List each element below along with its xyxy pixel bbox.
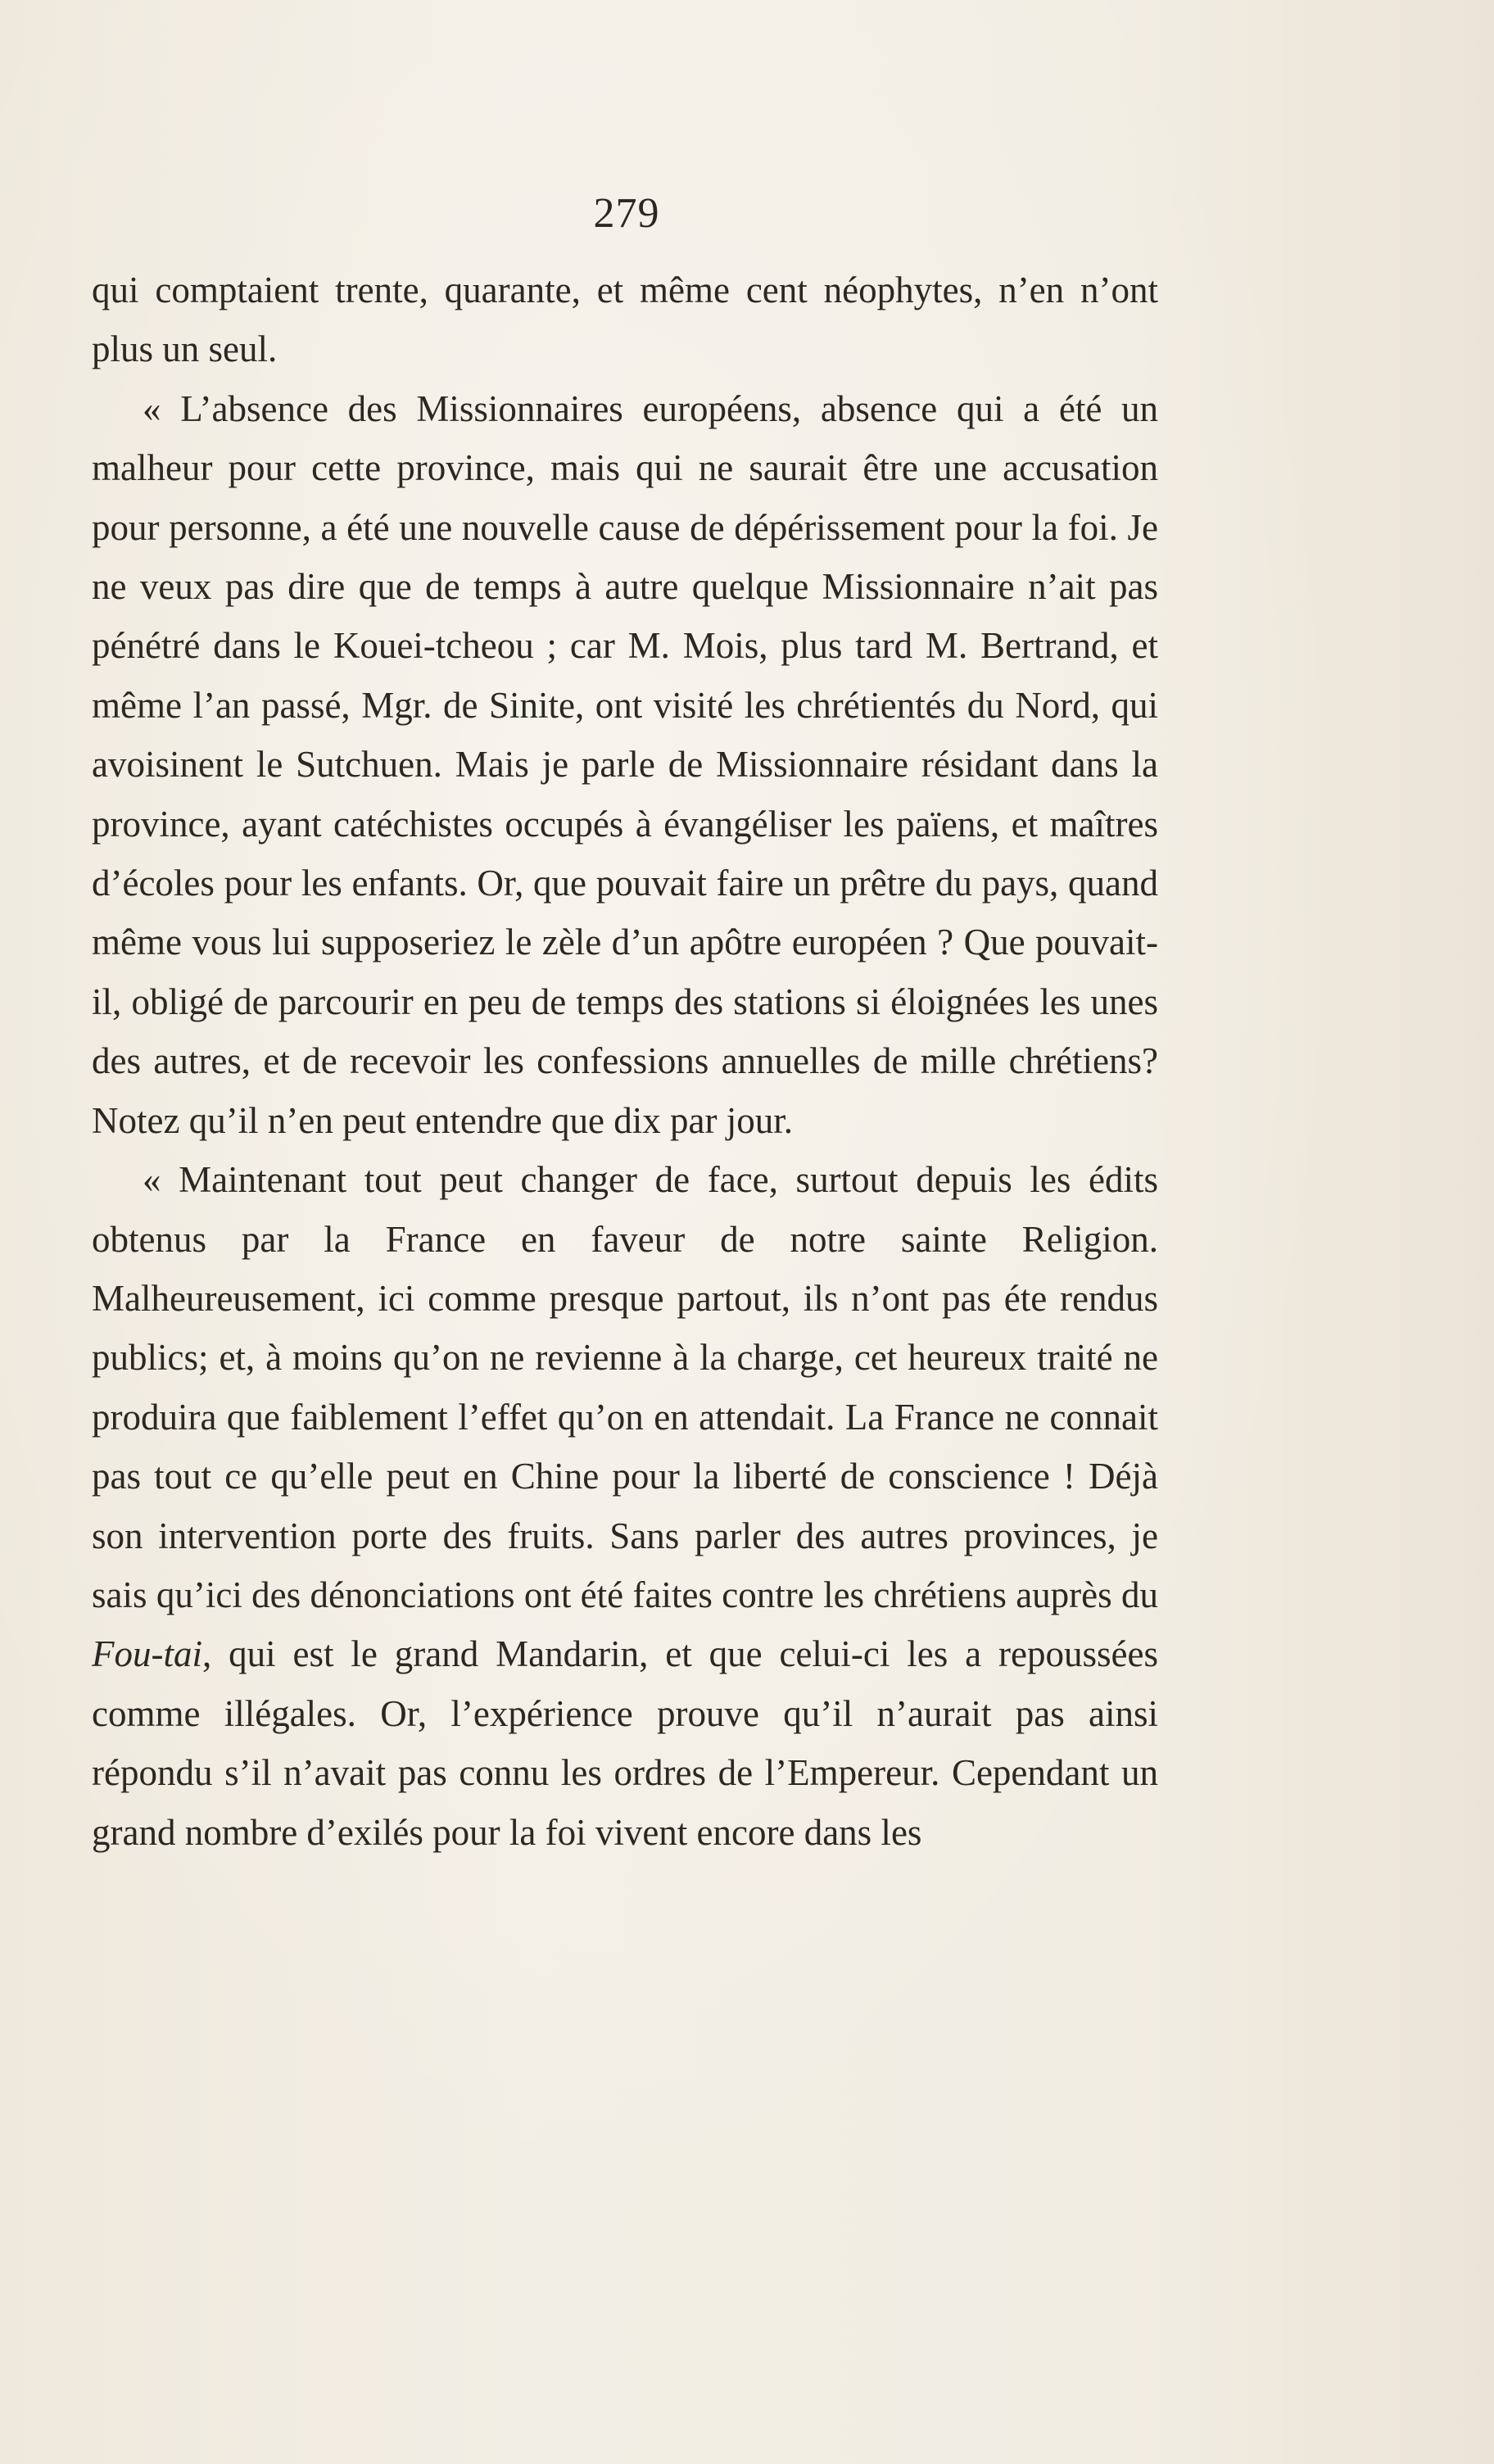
paragraph-continuation: qui comptaient trente, quarante, et même cent néophytes, n’en n’ont plus un seul. (92, 270, 1158, 370)
italic-term-fou-tai: Fou-tai (92, 1633, 202, 1675)
body-text (92, 260, 1158, 1862)
paragraph-missionaries-absence: « L’absence des Missionnaires européens, absence qui a été un malheur pour cette province, mais qui ne saurait être une accusation pour personne, a été une nouvelle cause de dépérissement pour la foi. Je ne veux pas dire que de temps à autre quelque Missionnaire n’ait pas pénétré dans le Kouei-tcheou ; car M. Mois, plus tard M. Bertrand, et même l’an passé, Mgr. de Sinite, ont visité les chrétientés du Nord, qui avoisinent le Sutchuen. Mais je parle de Missionnaire résidant dans la province, ayant catéchistes occupés à évangéliser les païens, et maîtres d’écoles pour les enfants. Or, que pouvait faire un prêtre du pays, quand même vous lui supposeriez le zèle d’un apôtre européen ? Que pouvait-il, obligé de parcourir en peu de temps des stations si éloignées les unes des autres, et de recevoir les confessions annuelles de mille chrétiens? Notez qu’il n’en peut entendre que dix par jour. (92, 387, 1158, 1141)
paragraph-edicts-text-after: , qui est le grand Mandarin, et que celui-ci les a repoussées comme illégales. Or, l’expérience prouve qu’il n’aurait pas ainsi répondu s’il n’avait pas connu les ordres de l’Empereur. Cependant un grand nombre d’exilés pour la foi vivent encore dans les (92, 1633, 1158, 1853)
page-number: 279 (593, 190, 660, 237)
paragraph-edicts (92, 1150, 1158, 1862)
paragraph-edicts-text-before: « Maintenant tout peut changer de face, surtout depuis les édits obtenus par la France en faveur de notre sainte Religion. Malheureusement, ici comme presque partout, ils n’ont pas éte rendus publics; et, à moins qu’on ne revienne à la charge, cet heureux traité ne produira que faiblement l’effet qu’on en attendait. La France ne connait pas tout ce qu’elle peut en Chine pour la liberté de conscience ! Déjà son intervention porte des fruits. Sans parler des autres provinces, je sais qu’ici des dénonciations ont été faites contre les chrétiens auprès du (92, 1159, 1158, 1615)
